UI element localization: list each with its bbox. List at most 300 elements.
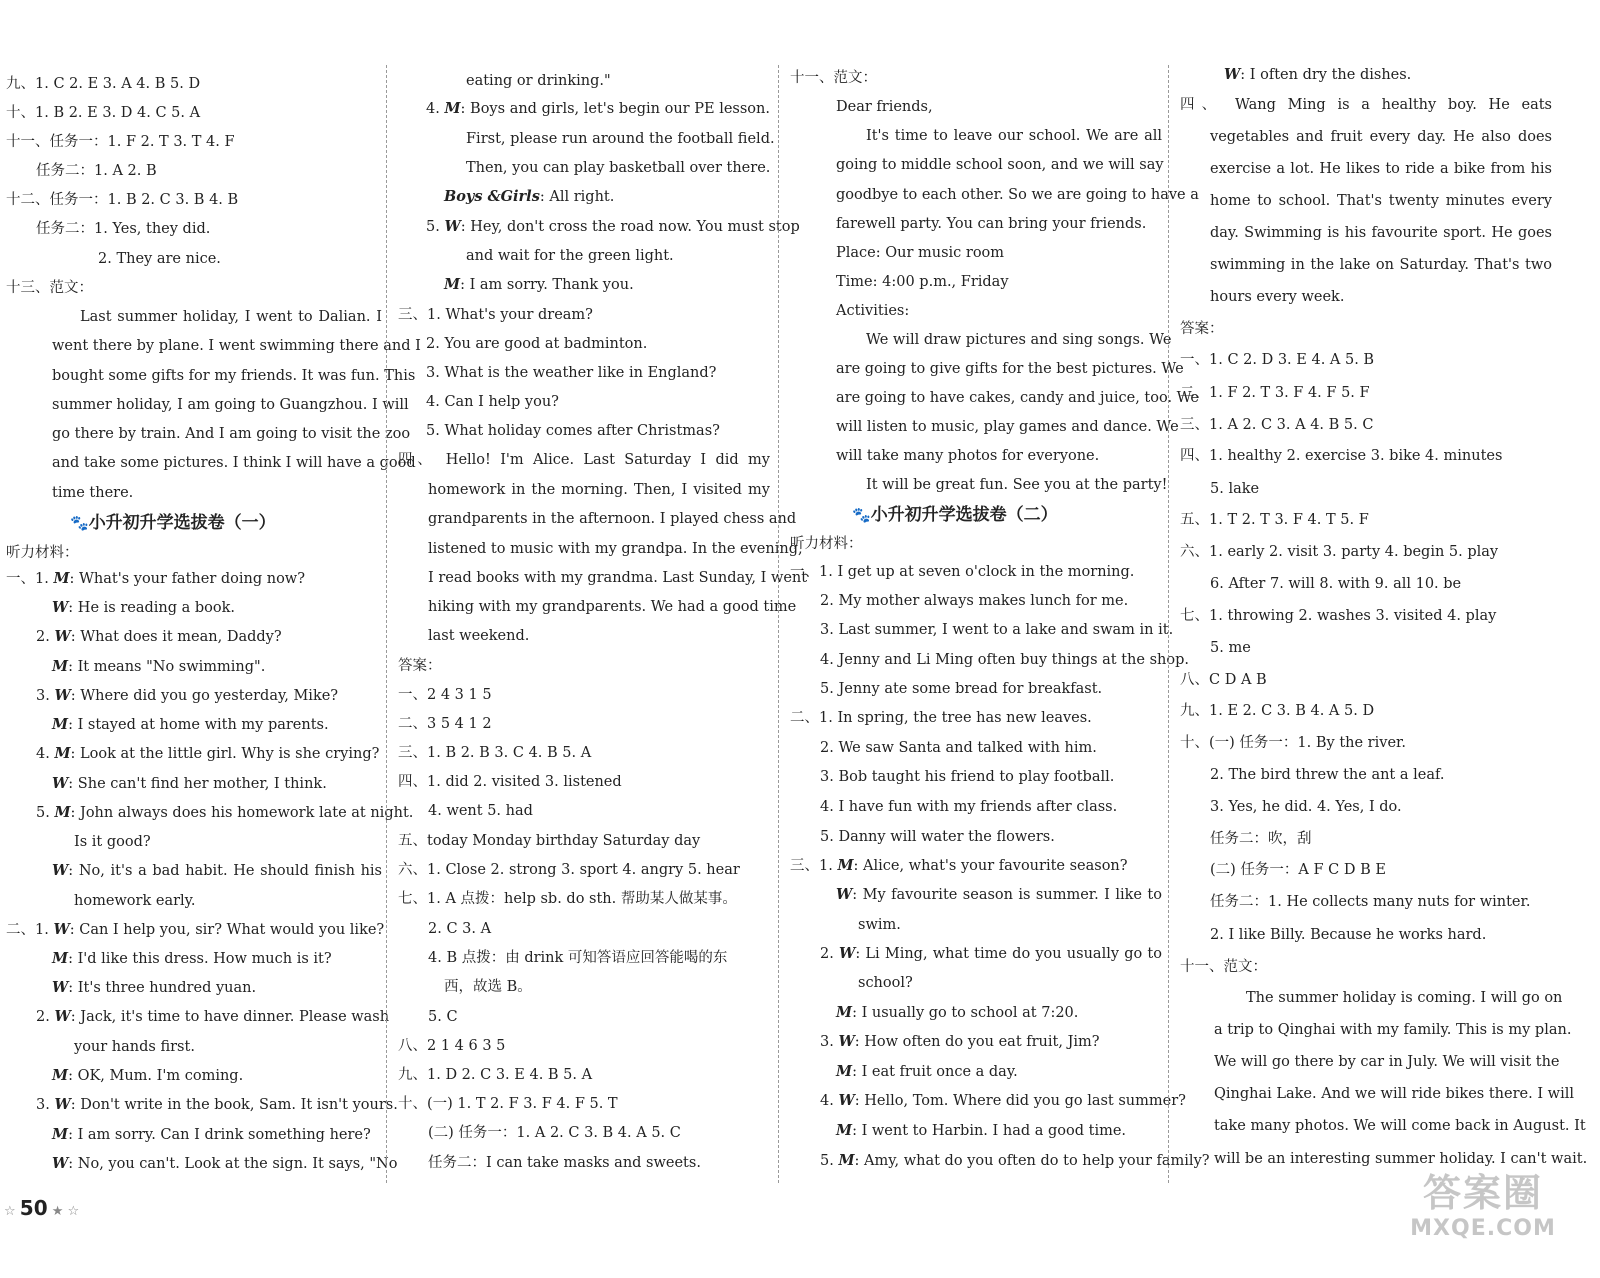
line-text: 任务二：I can take masks and sweets.: [428, 1155, 701, 1171]
line-text: 4. Can I help you?: [426, 394, 559, 410]
text-line: [1180, 635, 1552, 661]
text-line: [790, 269, 1162, 295]
line-text: My favourite season is summer. I like to: [862, 887, 1162, 903]
line-text: We will draw pictures and sing songs. We: [866, 332, 1172, 348]
line-text: 三、1. What's your dream?: [398, 307, 593, 323]
text-line: [1180, 922, 1552, 948]
line-text: Look at the little girl. Why is she crying?: [80, 746, 380, 762]
speaker-label: W: [52, 979, 69, 996]
line-text: Boys and girls, let's begin our PE lesson.: [470, 101, 770, 117]
line-text: 6. After 7. will 8. with 9. all 10. be: [1210, 576, 1462, 592]
text-line: [6, 450, 416, 476]
line-text: (二) 任务一：1. A 2. C 3. B 4. A 5. C: [428, 1125, 681, 1141]
line-text: First, please run around the football field.: [466, 131, 775, 147]
text-line: [6, 421, 411, 447]
text-line: [790, 676, 1162, 702]
line-text: homework early.: [74, 893, 196, 909]
column-divider: [386, 65, 387, 1183]
text-line: 3. W: How often do you eat fruit, Jim?: [820, 1033, 1100, 1050]
speaker-label: W: [54, 628, 71, 645]
line-text: 十一、范文：: [1180, 959, 1267, 975]
speaker-label: W: [54, 1096, 71, 1113]
text-line: [398, 243, 770, 269]
text-line: [1180, 794, 1552, 820]
line-text: and take some pictures. I think I will have a good: [52, 455, 416, 471]
text-line: M: I am sorry. Can I drink something here?: [52, 1126, 371, 1143]
line-text: Activities:: [836, 303, 910, 319]
line-text: 十、(一) 1. T 2. F 3. F 4. F 5. T: [398, 1096, 618, 1112]
text-line: [398, 653, 770, 679]
text-line: [1180, 698, 1552, 724]
text-line: [398, 302, 770, 328]
line-text: 十一、任务一：1. F 2. T 3. T 4. F: [6, 134, 235, 150]
text-line: [398, 623, 770, 649]
text-line: 二、1. W: Can I help you, sir? What would you like?: [6, 921, 385, 938]
text-line: [398, 331, 770, 357]
line-text: 二、1. In spring, the tree has new leaves.: [790, 710, 1092, 726]
text-line: 5. M: John always does his homework late at night.: [36, 804, 414, 821]
page-number-value: 50: [19, 1196, 48, 1220]
line-text: 听力材料：: [6, 545, 79, 561]
text-line: [790, 240, 1162, 266]
line-text: I stayed at home with my parents.: [77, 717, 329, 733]
line-text: take many photos. We will come back in August. It: [1214, 1118, 1586, 1134]
text-line: [790, 211, 1162, 237]
text-line: [1180, 156, 1552, 182]
line-text: summer holiday, I am going to Guangzhou. I will: [52, 397, 409, 413]
line-text: 七、1. throwing 2. washes 3. visited 4. play: [1180, 608, 1497, 624]
speaker-label: W: [53, 921, 70, 938]
text-line: [6, 540, 382, 566]
line-text: 西，故选 B。: [444, 979, 532, 995]
text-line: [398, 1062, 770, 1088]
text-line: W: It's three hundred yuan.: [52, 979, 257, 996]
text-line: [1180, 762, 1552, 788]
text-line: [1180, 954, 1552, 980]
line-text: I read books with my grandma. Last Sunday, I went: [428, 570, 808, 586]
item-number: 三、1.: [790, 858, 838, 874]
text-line: [6, 129, 382, 155]
line-text: She can't find her mother, I think.: [77, 776, 327, 792]
text-line: 一、1. M: What's your father doing now?: [6, 570, 305, 587]
text-line: [398, 68, 770, 94]
watermark-url: MXQE.COM: [1410, 1216, 1556, 1241]
text-line: [398, 565, 808, 591]
text-line: [398, 916, 770, 942]
text-line: 2. W: What does it mean, Daddy?: [36, 628, 282, 645]
line-text: 五、today Monday birthday Saturday day: [398, 833, 701, 849]
text-line: 4. M: Boys and girls, let's begin our PE lesson.: [426, 100, 770, 117]
line-text: bought some gifts for my friends. It was fun. This: [52, 368, 416, 384]
paw-icon: 🐾: [852, 506, 871, 524]
line-text: 二、3 5 4 1 2: [398, 716, 492, 732]
line-text: Jack, it's time to have dinner. Please wash: [80, 1009, 390, 1025]
text-line: [398, 828, 770, 854]
line-text: farewell party. You can bring your friends.: [836, 216, 1147, 232]
line-text: 十、1. B 2. E 3. D 4. C 5. A: [6, 105, 201, 121]
line-text: 小升初升学选拔卷（二）: [870, 505, 1058, 525]
text-line: [1180, 316, 1552, 342]
line-text: All right.: [549, 189, 615, 205]
line-text: (二) 任务一：A F C D B E: [1210, 862, 1386, 878]
line-text: vegetables and fruit every day. He also does: [1210, 129, 1552, 145]
text-line: 2. W: Li Ming, what time do you usually go to: [820, 945, 1162, 962]
line-text: 小升初升学选拔卷（一）: [88, 513, 276, 533]
line-text: 2. I like Billy. Because he works hard.: [1210, 927, 1487, 943]
text-line: [1180, 857, 1552, 883]
line-text: will take many photos for everyone.: [836, 448, 1100, 464]
line-text: He is reading a book.: [77, 600, 236, 616]
text-line: [1180, 124, 1552, 150]
line-text: are going to have cakes, candy and juice, too. We: [836, 390, 1199, 406]
line-text: Then, you can play basketball over there.: [466, 160, 771, 176]
line-text: are going to give gifts for the best pictures. We: [836, 361, 1184, 377]
text-line: [1180, 252, 1552, 278]
line-text: 三、1. A 2. C 3. A 4. B 5. C: [1180, 417, 1374, 433]
line-text: school?: [858, 975, 913, 991]
text-line: [790, 443, 1162, 469]
speaker-label: M: [444, 276, 461, 293]
text-line: [790, 531, 1162, 557]
line-text: OK, Mum. I'm coming.: [77, 1068, 244, 1084]
text-line: [6, 71, 382, 97]
watermark: [1398, 1170, 1568, 1250]
watermark-logo-text: 答案圈: [1422, 1171, 1543, 1215]
text-line: [1180, 1113, 1586, 1139]
text-line: [398, 711, 770, 737]
line-text: We will go there by car in July. We will visit the: [1214, 1054, 1560, 1070]
text-line: [398, 945, 770, 971]
page-number: ☆ 50 ★ ☆: [4, 1196, 80, 1220]
text-line: 4. M: Look at the little girl. Why is she crying?: [36, 745, 380, 762]
line-text: Where did you go yesterday, Mike?: [80, 688, 339, 704]
text-line: [6, 100, 382, 126]
speaker-label: W: [52, 862, 69, 879]
text-line: [6, 216, 382, 242]
item-number: 3.: [36, 688, 55, 704]
line-text: 二、1. F 2. T 3. F 4. F 5. F: [1180, 385, 1370, 401]
line-text: It will be great fun. See you at the party!: [866, 477, 1168, 493]
line-text: I went to Harbin. I had a good time.: [861, 1123, 1127, 1139]
speaker-label: M: [52, 1067, 69, 1084]
text-line: [1180, 667, 1552, 693]
line-text: Hello, Tom. Where did you go last summer?: [864, 1093, 1186, 1109]
speaker-label: M: [53, 570, 70, 587]
text-line: [790, 414, 1179, 440]
text-line: [1180, 889, 1552, 915]
line-text: day. Swimming is his favourite sport. He goes: [1210, 225, 1552, 241]
item-number: 5.: [426, 219, 445, 235]
text-line: W: No, you can't. Look at the sign. It says, "No: [52, 1155, 398, 1172]
text-line: [6, 333, 421, 359]
line-text: It's time to leave our school. We are all: [866, 128, 1162, 144]
text-line: [398, 798, 770, 824]
text-line: [790, 182, 1199, 208]
line-text: It means "No swimming".: [77, 659, 266, 675]
text-line: [790, 559, 1162, 585]
speaker-label: M: [836, 1004, 853, 1021]
text-line: [6, 304, 382, 330]
line-text: 5. Jenny ate some bread for breakfast.: [820, 681, 1103, 697]
text-line: [398, 126, 775, 152]
column-divider: [778, 65, 779, 1183]
line-text: goodbye to each other. So we are going to have a: [836, 187, 1199, 203]
line-text: 十一、范文：: [790, 70, 877, 86]
text-line: [1180, 539, 1552, 565]
line-text: hours every week.: [1210, 289, 1345, 305]
speaker-label: W: [836, 886, 853, 903]
line-text: It's three hundred yuan.: [77, 980, 257, 996]
speaker-label: M: [54, 745, 71, 762]
line-text: 一、1. C 2. D 3. E 4. A 5. B: [1180, 352, 1375, 368]
text-line: [790, 647, 1189, 673]
text-line: [1180, 1049, 1560, 1075]
line-text: Qinghai Lake. And we will ride bikes there. I will: [1214, 1086, 1574, 1102]
line-text: 3. What is the weather like in England?: [426, 365, 717, 381]
line-text: 九、1. C 2. E 3. A 4. B 5. D: [6, 76, 201, 92]
line-text: 2. The bird threw the ant a leaf.: [1210, 767, 1445, 783]
line-text: 5. What holiday comes after Christmas?: [426, 423, 720, 439]
line-text: 一、2 4 3 1 5: [398, 687, 492, 703]
line-text: went there by plane. I went swimming there and I: [52, 338, 421, 354]
text-line: [790, 617, 1174, 643]
text-line: W: She can't find her mother, I think.: [52, 775, 327, 792]
text-line: [1180, 1017, 1572, 1043]
text-line: [6, 1034, 382, 1060]
text-line: [398, 1091, 770, 1117]
line-text: No, it's a bad habit. He should finish his: [78, 863, 382, 879]
text-line: M: It means "No swimming".: [52, 658, 266, 675]
line-text: 九、1. E 2. C 3. B 4. A 5. D: [1180, 703, 1375, 719]
line-text: 九、1. D 2. C 3. E 4. B 5. A: [398, 1067, 593, 1083]
text-line: [398, 1150, 770, 1176]
speaker-label: W: [839, 945, 856, 962]
line-text: 四、1. did 2. visited 3. listened: [398, 774, 622, 790]
line-text: listened to music with my grandpa. In the evening,: [428, 541, 803, 557]
text-line: [1180, 412, 1552, 438]
text-line: [398, 594, 797, 620]
text-line: [1180, 380, 1552, 406]
item-number: 3.: [36, 1097, 55, 1113]
text-line: [790, 472, 1168, 498]
line-text: will listen to music, play games and dance. We: [836, 419, 1179, 435]
line-text: Can I help you, sir? What would you like?: [79, 922, 385, 938]
line-text: hiking with my grandparents. We had a good time: [428, 599, 797, 615]
text-line: [398, 1120, 770, 1146]
line-text: I am sorry. Can I drink something here?: [77, 1127, 371, 1143]
speaker-label: M: [444, 100, 461, 117]
text-line: W: I often dry the dishes.: [1224, 66, 1412, 83]
speaker-label: W: [838, 1092, 855, 1109]
text-line: [790, 794, 1162, 820]
line-text: time there.: [52, 485, 134, 501]
line-text: 5. C: [428, 1009, 458, 1025]
text-line: [790, 735, 1162, 761]
text-line: [398, 418, 770, 444]
line-text: 四、1. healthy 2. exercise 3. bike 4. minutes: [1180, 448, 1503, 464]
line-text: Alice, what's your favourite season?: [863, 858, 1128, 874]
line-text: 八、C D A B: [1180, 672, 1267, 688]
line-text: 4. went 5. had: [428, 803, 533, 819]
text-line: [398, 506, 797, 532]
text-line: 5. M: Amy, what do you often do to help your family?: [820, 1152, 1210, 1169]
item-number: 5.: [36, 805, 55, 821]
line-text: 5. me: [1210, 640, 1251, 656]
line-text: 2. They are nice.: [98, 251, 221, 267]
text-line: [398, 536, 803, 562]
line-text: go there by train. And I am going to visit the zoo: [52, 426, 411, 442]
line-text: 3. Last summer, I went to a lake and swam in it.: [820, 622, 1174, 638]
line-text: I'd like this dress. How much is it?: [77, 951, 332, 967]
line-text: John always does his homework late at night.: [80, 805, 414, 821]
line-text: I eat fruit once a day.: [861, 1064, 1018, 1080]
text-line: [1180, 1081, 1574, 1107]
text-line: [398, 1004, 770, 1030]
text-line: [398, 389, 770, 415]
item-number: 2.: [820, 946, 840, 962]
text-line: [6, 888, 382, 914]
text-line: [398, 886, 770, 912]
text-line: [1180, 985, 1563, 1011]
text-line: [790, 65, 1162, 91]
line-text: 4. B 点拨：由 drink 可知答语应回答能喝的东: [428, 950, 728, 966]
text-line: [790, 327, 1172, 353]
text-line: [398, 974, 770, 1000]
line-text: exercise a lot. He likes to ride a bike from his: [1210, 161, 1552, 177]
text-line: Boys &Girls: All right.: [444, 188, 615, 205]
text-line: [6, 275, 382, 301]
line-text: 十三、范文：: [6, 280, 93, 296]
text-line: [398, 360, 770, 386]
line-text: 4. Jenny and Li Ming often buy things at the shop.: [820, 652, 1189, 668]
line-text: your hands first.: [74, 1039, 195, 1055]
text-line: 3. W: Don't write in the book, Sam. It isn't yours.: [36, 1096, 398, 1113]
text-line: [1180, 443, 1552, 469]
text-line: [1180, 507, 1552, 533]
text-line: [790, 298, 1162, 324]
speaker-label: M: [52, 950, 69, 967]
line-text: 答案：: [398, 658, 442, 674]
line-text: Time: 4:00 p.m., Friday: [836, 274, 1009, 290]
text-line: [6, 363, 416, 389]
text-line: [1180, 284, 1552, 310]
line-text: The summer holiday is coming. I will go on: [1246, 990, 1563, 1006]
line-text: 2. My mother always makes lunch for me.: [820, 593, 1129, 609]
speaker-label: M: [837, 857, 854, 874]
line-text: Don't write in the book, Sam. It isn't yours.: [80, 1097, 398, 1113]
text-line: [398, 477, 770, 503]
speaker-label: W: [54, 1008, 71, 1025]
line-text: 答案：: [1180, 321, 1224, 337]
line-text: How often do you eat fruit, Jim?: [864, 1034, 1100, 1050]
item-number: 二、1.: [6, 922, 54, 938]
line-text: I usually go to school at 7:20.: [861, 1005, 1079, 1021]
speaker-label: W: [52, 599, 69, 616]
section-heading: [790, 502, 1162, 528]
text-line: [1180, 188, 1552, 214]
text-line: [790, 705, 1162, 731]
text-line: [790, 764, 1162, 790]
item-number: 一、1.: [6, 571, 54, 587]
line-text: 六、1. Close 2. strong 3. sport 4. angry 5. hear: [398, 862, 740, 878]
text-line: M: I stayed at home with my parents.: [52, 716, 329, 733]
line-text: 2. We saw Santa and talked with him.: [820, 740, 1097, 756]
item-number: 2.: [36, 1009, 55, 1025]
line-text: homework in the morning. Then, I visited my: [428, 482, 770, 498]
text-line: [398, 740, 770, 766]
speaker-label: M: [838, 1152, 855, 1169]
line-text: 七、1. A 点拨：help sb. do sth. 帮助某人做某事。: [398, 891, 737, 907]
text-line: 2. W: Jack, it's time to have dinner. Please wash: [36, 1008, 390, 1025]
text-line: [790, 912, 1162, 938]
text-line: [1180, 92, 1552, 118]
speaker-label: W: [838, 1033, 855, 1050]
line-text: 任务二：吹，刮: [1210, 831, 1312, 847]
text-line: [1180, 571, 1552, 597]
item-number: 4.: [426, 101, 445, 117]
line-text: 四、 Wang Ming is a healthy boy. He eats: [1180, 97, 1552, 113]
text-line: [1180, 347, 1552, 373]
line-text: 任务二：1. Yes, they did.: [36, 221, 211, 237]
speaker-label: Boys &Girls: [444, 188, 540, 205]
line-text: 任务二：1. He collects many nuts for winter.: [1210, 894, 1531, 910]
text-line: [1180, 476, 1552, 502]
line-text: 2. You are good at badminton.: [426, 336, 648, 352]
line-text: swim.: [858, 917, 901, 933]
line-text: 3. Bob taught his friend to play football.: [820, 769, 1115, 785]
text-line: [6, 187, 382, 213]
line-text: 五、1. T 2. T 3. F 4. T 5. F: [1180, 512, 1369, 528]
line-text: swimming in the lake on Saturday. That's two: [1210, 257, 1552, 273]
speaker-label: W: [52, 775, 69, 792]
text-line: [1180, 730, 1552, 756]
line-text: 2. C 3. A: [428, 921, 492, 937]
line-text: 八、2 1 4 6 3 5: [398, 1038, 506, 1054]
line-text: a trip to Qinghai with my family. This is my plan.: [1214, 1022, 1572, 1038]
line-text: 六、1. early 2. visit 3. party 4. begin 5. play: [1180, 544, 1499, 560]
line-text: last weekend.: [428, 628, 530, 644]
line-text: will be an interesting summer holiday. I can't wait.: [1214, 1151, 1588, 1167]
text-line: [398, 155, 770, 181]
line-text: home to school. That's twenty minutes every: [1210, 193, 1552, 209]
text-line: [1180, 1146, 1588, 1172]
speaker-label: M: [54, 804, 71, 821]
text-line: [398, 857, 770, 883]
text-line: [6, 246, 382, 272]
line-text: I often dry the dishes.: [1249, 67, 1412, 83]
item-number: 5.: [820, 1153, 839, 1169]
item-number: 4.: [36, 746, 55, 762]
line-text: Place: Our music room: [836, 245, 1005, 261]
line-text: Is it good?: [74, 834, 151, 850]
column-divider: [1168, 65, 1169, 1183]
line-text: grandparents in the afternoon. I played chess and: [428, 511, 797, 527]
item-number: 2.: [36, 629, 55, 645]
line-text: Hey, don't cross the road now. You must stop: [470, 219, 800, 235]
text-line: [1180, 220, 1552, 246]
text-line: M: I eat fruit once a day.: [836, 1063, 1018, 1080]
line-text: Dear friends,: [836, 99, 933, 115]
text-line: [398, 447, 770, 473]
text-line: [790, 94, 1162, 120]
text-line: W: No, it's a bad habit. He should finish his: [52, 862, 382, 879]
line-text: 3. Yes, he did. 4. Yes, I do.: [1210, 799, 1402, 815]
text-line: M: I went to Harbin. I had a good time.: [836, 1122, 1127, 1139]
item-number: 3.: [820, 1034, 839, 1050]
text-line: 3. W: Where did you go yesterday, Mike?: [36, 687, 339, 704]
text-line: [790, 588, 1162, 614]
text-line: [6, 829, 382, 855]
